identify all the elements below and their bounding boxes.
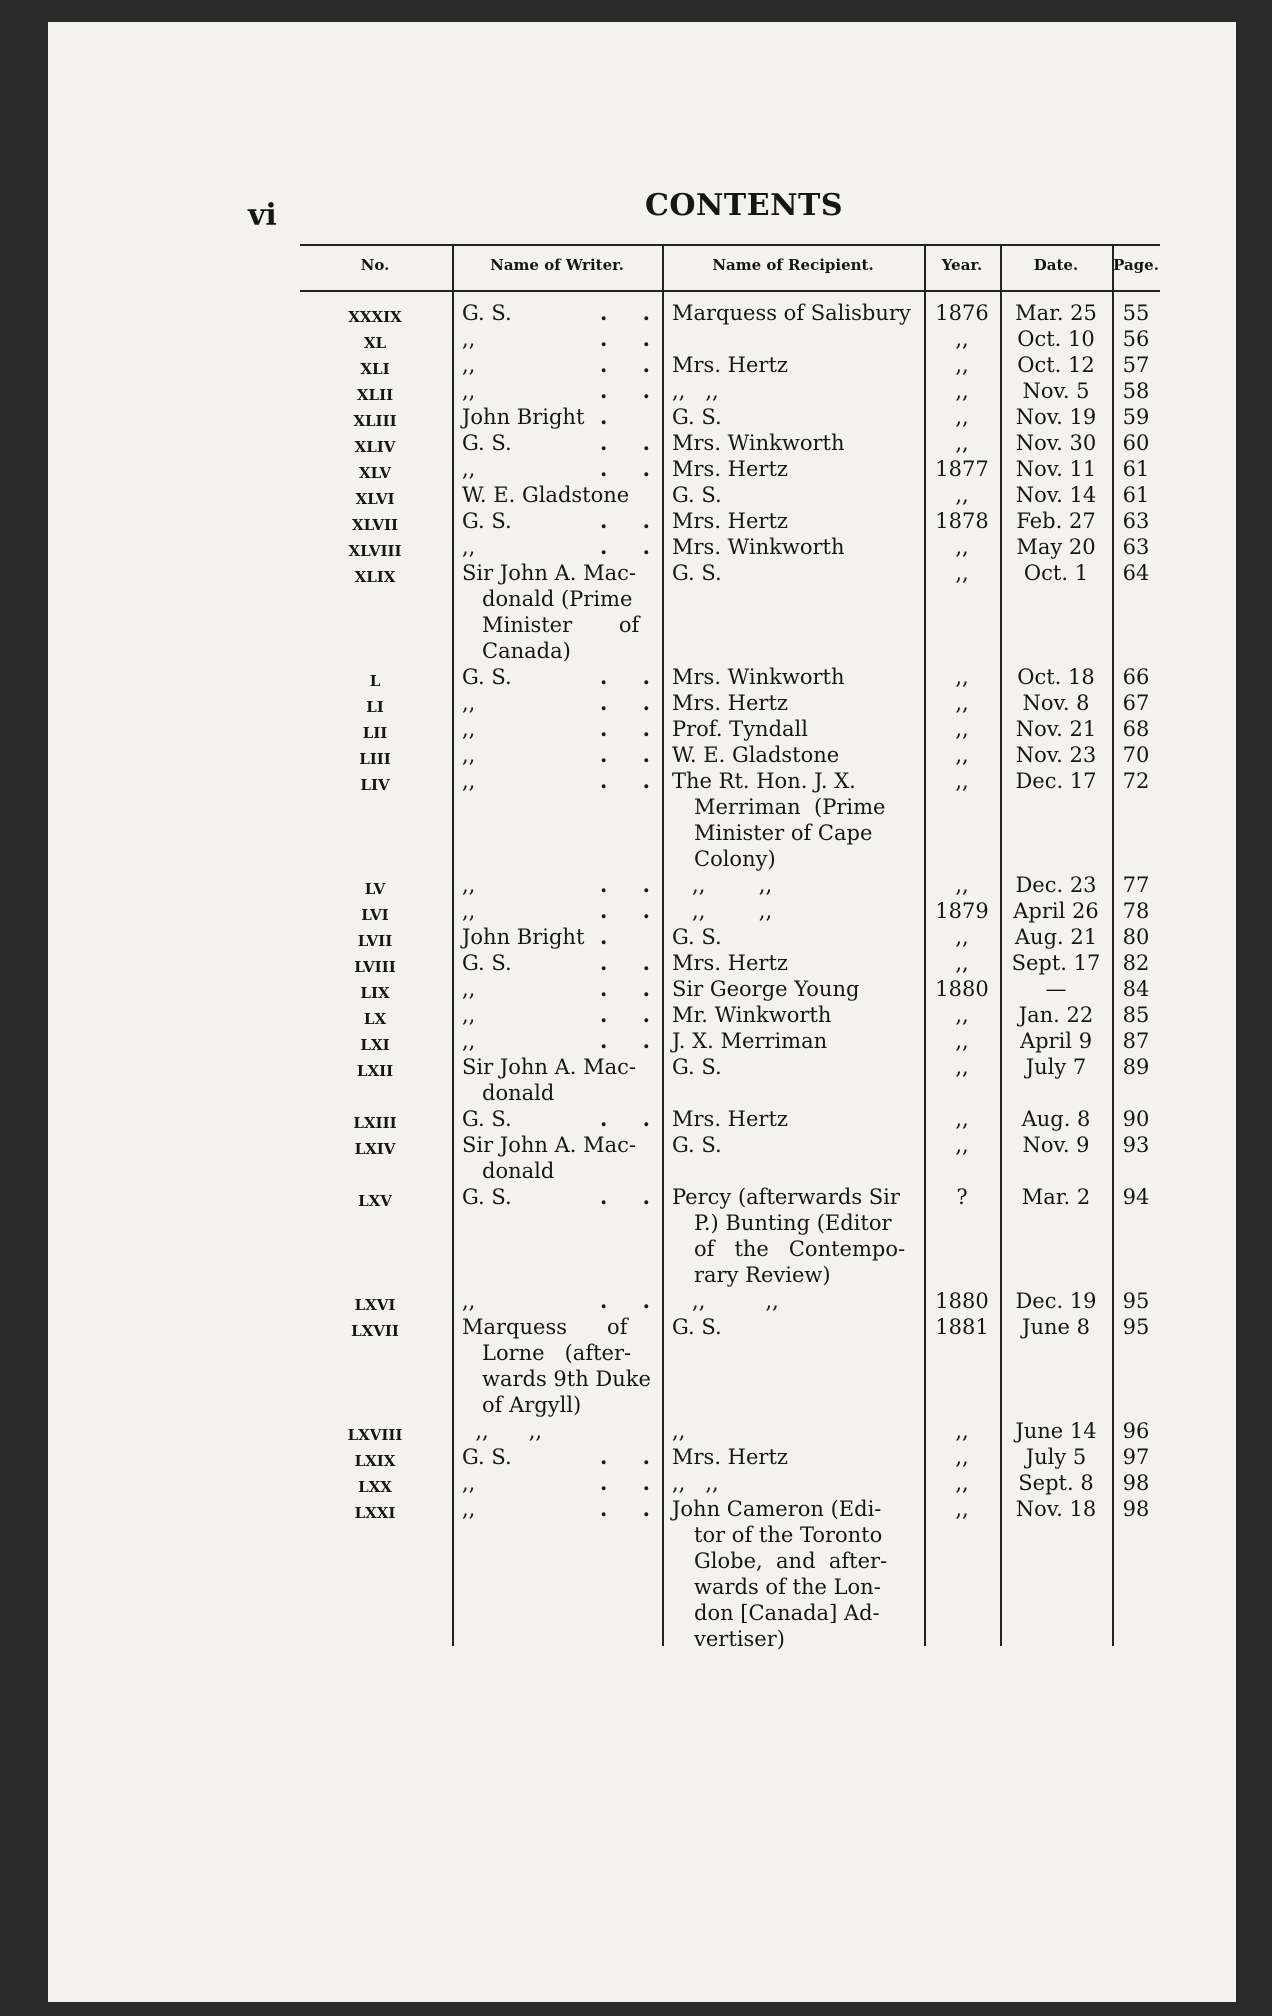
- entry-number: LII: [362, 724, 388, 742]
- recipient-name: don [Canada] Ad-: [694, 1601, 880, 1625]
- page-ref: 82: [1122, 951, 1150, 975]
- entry-number: LXIX: [354, 1452, 396, 1470]
- entry-number: XLI: [360, 360, 390, 378]
- column-divider: [1000, 246, 1002, 1646]
- recipient-name: wards of the Lon-: [694, 1575, 881, 1599]
- entry-number: LVII: [357, 932, 393, 950]
- writer-name: ,,: [462, 1497, 476, 1521]
- page-ref: 78: [1122, 899, 1150, 923]
- leader-dots: . .: [600, 430, 664, 455]
- letter-year: ,,: [955, 873, 969, 897]
- header-writer: Name of Writer.: [490, 256, 624, 274]
- recipient-name: Minister of Cape: [694, 821, 873, 845]
- page-ref: 70: [1122, 743, 1150, 767]
- leader-dots: . .: [600, 742, 664, 767]
- entry-number: XLIV: [354, 438, 396, 456]
- entry-number: XLV: [358, 464, 392, 482]
- letter-date: Mar. 2: [1021, 1185, 1091, 1209]
- letter-year: ,,: [955, 951, 969, 975]
- recipient-name: Mrs. Hertz: [672, 1445, 788, 1469]
- writer-name: G. S.: [462, 431, 512, 455]
- leader-dots: . .: [600, 1444, 664, 1469]
- letter-date: Oct. 18: [1017, 665, 1095, 689]
- page-ref: 90: [1122, 1107, 1150, 1131]
- page-ref: 63: [1122, 509, 1150, 533]
- letter-year: ,,: [955, 1055, 969, 1079]
- writer-name: ,,: [462, 977, 476, 1001]
- column-divider: [924, 246, 926, 1646]
- writer-name: ,,: [462, 717, 476, 741]
- letter-date: Oct. 10: [1017, 327, 1095, 351]
- writer-name: G. S.: [462, 1107, 512, 1131]
- letter-date: Sept. 8: [1018, 1471, 1094, 1495]
- page-ref: 63: [1122, 535, 1150, 559]
- writer-name: Sir John A. Mac-: [462, 1055, 636, 1079]
- writer-name: Minister of: [482, 613, 640, 637]
- entry-number: LXVIII: [347, 1426, 403, 1444]
- letter-date: Dec. 17: [1015, 769, 1097, 793]
- recipient-name: P.) Bunting (Editor: [694, 1211, 892, 1235]
- recipient-name: Mrs. Hertz: [672, 691, 788, 715]
- page-ref: 80: [1122, 925, 1150, 949]
- entry-number: LX: [363, 1010, 387, 1028]
- entry-number: XLIII: [353, 412, 397, 430]
- writer-name: ,,: [462, 353, 476, 377]
- letter-year: ,,: [955, 691, 969, 715]
- letter-date: —: [1045, 977, 1067, 1001]
- letter-date: June 8: [1022, 1315, 1090, 1339]
- writer-name: G. S.: [462, 509, 512, 533]
- column-divider: [1112, 246, 1114, 1646]
- leader-dots: .: [600, 404, 622, 429]
- letter-year: ,,: [955, 431, 969, 455]
- column-divider: [452, 246, 454, 1646]
- recipient-name: Marquess of Salisbury: [672, 301, 911, 325]
- writer-name: ,,: [462, 1471, 476, 1495]
- page-ref: 61: [1122, 457, 1150, 481]
- recipient-name: W. E. Gladstone: [672, 743, 840, 767]
- writer-name: Sir John A. Mac-: [462, 561, 636, 585]
- letter-date: Oct. 12: [1017, 353, 1095, 377]
- recipient-name: Mrs. Winkworth: [672, 431, 845, 455]
- leader-dots: . .: [600, 1288, 664, 1313]
- entry-number: LXIV: [354, 1140, 396, 1158]
- entry-number: LIV: [360, 776, 390, 794]
- leader-dots: . .: [600, 326, 664, 351]
- letter-year: 1880: [935, 1289, 989, 1313]
- entry-number: LXXI: [354, 1504, 396, 1522]
- letter-year: ,,: [955, 743, 969, 767]
- leader-dots: .: [600, 924, 622, 949]
- writer-name: ,, ,,: [462, 1419, 543, 1443]
- recipient-name: ,, ,,: [672, 873, 773, 897]
- page-ref: 89: [1122, 1055, 1150, 1079]
- leader-dots: . .: [600, 950, 664, 975]
- entry-number: LXVI: [354, 1296, 396, 1314]
- recipient-name: Mrs. Hertz: [672, 353, 788, 377]
- entry-number: LVIII: [354, 958, 396, 976]
- entry-number: XLVI: [355, 490, 395, 508]
- page-ref: 97: [1122, 1445, 1150, 1469]
- letter-year: 1876: [935, 301, 989, 325]
- letter-date: Nov. 18: [1015, 1497, 1097, 1521]
- writer-name: G. S.: [462, 665, 512, 689]
- letter-date: Nov. 8: [1022, 691, 1090, 715]
- writer-name: ,,: [462, 1029, 476, 1053]
- page-ref: 87: [1122, 1029, 1150, 1053]
- recipient-name: G. S.: [672, 1055, 722, 1079]
- page-ref: 77: [1122, 873, 1150, 897]
- entry-number: LIII: [359, 750, 391, 768]
- letter-year: ,,: [955, 1133, 969, 1157]
- page-title: CONTENTS: [645, 188, 844, 223]
- page-ref: 67: [1122, 691, 1150, 715]
- page-ref: 84: [1122, 977, 1150, 1001]
- leader-dots: . .: [600, 378, 664, 403]
- leader-dots: . .: [600, 664, 664, 689]
- writer-name: W. E. Gladstone: [462, 483, 630, 507]
- page-ref: 58: [1122, 379, 1150, 403]
- entry-number: XLVIII: [348, 542, 402, 560]
- recipient-name: Mrs. Hertz: [672, 457, 788, 481]
- table-top-rule: [300, 244, 1160, 246]
- writer-name: ,,: [462, 743, 476, 767]
- leader-dots: . .: [600, 1002, 664, 1027]
- letter-date: Dec. 19: [1015, 1289, 1097, 1313]
- leader-dots: . .: [600, 508, 664, 533]
- writer-name: ,,: [462, 327, 476, 351]
- writer-name: John Bright: [462, 405, 585, 429]
- recipient-name: ,,: [672, 1419, 686, 1443]
- writer-name: G. S.: [462, 1445, 512, 1469]
- writer-name: ,,: [462, 535, 476, 559]
- leader-dots: . .: [600, 1184, 664, 1209]
- recipient-name: G. S.: [672, 925, 722, 949]
- letter-date: Jan. 22: [1018, 1003, 1094, 1027]
- letter-year: ,,: [955, 1003, 969, 1027]
- page-number: vi: [248, 198, 277, 233]
- recipient-name: Mrs. Winkworth: [672, 535, 845, 559]
- letter-year: 1880: [935, 977, 989, 1001]
- letter-year: ,,: [955, 561, 969, 585]
- header-no: No.: [360, 256, 390, 274]
- entry-number: LI: [366, 698, 384, 716]
- page-ref: 93: [1122, 1133, 1150, 1157]
- page-ref: 96: [1122, 1419, 1150, 1443]
- letter-date: Aug. 8: [1021, 1107, 1091, 1131]
- recipient-name: Prof. Tyndall: [672, 717, 808, 741]
- letter-date: April 26: [1013, 899, 1099, 923]
- letter-year: 1877: [935, 457, 989, 481]
- letter-date: April 9: [1019, 1029, 1093, 1053]
- recipient-name: Mrs. Winkworth: [672, 665, 845, 689]
- writer-name: Sir John A. Mac-: [462, 1133, 636, 1157]
- writer-name: ,,: [462, 691, 476, 715]
- letter-date: May 20: [1016, 535, 1096, 559]
- page-ref: 66: [1122, 665, 1150, 689]
- letter-year: ,,: [955, 405, 969, 429]
- recipient-name: The Rt. Hon. J. X.: [672, 769, 856, 793]
- letter-year: ,,: [955, 1419, 969, 1443]
- recipient-name: ,, ,,: [672, 379, 719, 403]
- letter-year: 1881: [935, 1315, 989, 1339]
- letter-year: ,,: [955, 483, 969, 507]
- writer-name: donald (Prime: [482, 587, 633, 611]
- leader-dots: . .: [600, 352, 664, 377]
- leader-dots: . .: [600, 690, 664, 715]
- letter-date: July 7: [1025, 1055, 1087, 1079]
- letter-year: ?: [956, 1185, 968, 1209]
- letter-date: Oct. 1: [1023, 561, 1089, 585]
- writer-name: ,,: [462, 899, 476, 923]
- table-header-rule: [300, 290, 1160, 292]
- leader-dots: . .: [600, 872, 664, 897]
- leader-dots: . .: [600, 768, 664, 793]
- letter-date: Nov. 14: [1015, 483, 1097, 507]
- leader-dots: . .: [600, 456, 664, 481]
- writer-name: Lorne (after-: [482, 1341, 632, 1365]
- entry-number: XL: [363, 334, 387, 352]
- writer-name: G. S.: [462, 1185, 512, 1209]
- page-ref: 95: [1122, 1315, 1150, 1339]
- recipient-name: Colony): [694, 847, 776, 871]
- letter-date: Dec. 23: [1015, 873, 1097, 897]
- letter-year: 1878: [935, 509, 989, 533]
- recipient-name: Globe, and after-: [694, 1549, 888, 1573]
- writer-name: G. S.: [462, 951, 512, 975]
- recipient-name: Mrs. Hertz: [672, 1107, 788, 1131]
- recipient-name: Mrs. Hertz: [672, 509, 788, 533]
- letter-date: Nov. 11: [1015, 457, 1097, 481]
- writer-name: Canada): [482, 639, 571, 663]
- entry-number: LXX: [358, 1478, 392, 1496]
- entry-number: LV: [364, 880, 386, 898]
- letter-date: Nov. 9: [1022, 1133, 1090, 1157]
- recipient-name: tor of the Toronto: [694, 1523, 883, 1547]
- entry-number: LXIII: [353, 1114, 397, 1132]
- recipient-name: John Cameron (Edi-: [672, 1497, 882, 1521]
- header-recipient: Name of Recipient.: [712, 256, 874, 274]
- letter-year: ,,: [955, 535, 969, 559]
- writer-name: donald: [482, 1159, 555, 1183]
- header-date: Date.: [1033, 256, 1079, 274]
- letter-date: Aug. 21: [1014, 925, 1098, 949]
- writer-name: wards 9th Duke: [482, 1367, 651, 1391]
- letter-year: ,,: [955, 1445, 969, 1469]
- letter-date: July 5: [1025, 1445, 1087, 1469]
- recipient-name: ,, ,,: [672, 1471, 719, 1495]
- recipient-name: Mrs. Hertz: [672, 951, 788, 975]
- page-ref: 94: [1122, 1185, 1150, 1209]
- recipient-name: G. S.: [672, 405, 722, 429]
- recipient-name: Sir George Young: [672, 977, 860, 1001]
- entry-number: LXVII: [351, 1322, 399, 1340]
- leader-dots: . .: [600, 1106, 664, 1131]
- entry-number: LXII: [356, 1062, 394, 1080]
- recipient-name: G. S.: [672, 483, 722, 507]
- recipient-name: Percy (afterwards Sir: [672, 1185, 900, 1209]
- writer-name: ,,: [462, 379, 476, 403]
- letter-date: Nov. 19: [1015, 405, 1097, 429]
- page-ref: 95: [1122, 1289, 1150, 1313]
- writer-name: ,,: [462, 769, 476, 793]
- page-ref: 56: [1122, 327, 1150, 351]
- entry-number: LXV: [358, 1192, 392, 1210]
- entry-number: XLIX: [354, 568, 396, 586]
- header-page: Page.: [1113, 256, 1159, 274]
- leader-dots: . .: [600, 1470, 664, 1495]
- recipient-name: ,, ,,: [672, 1289, 779, 1313]
- letter-date: June 14: [1015, 1419, 1097, 1443]
- recipient-name: J. X. Merriman: [672, 1029, 828, 1053]
- letter-date: Nov. 5: [1022, 379, 1090, 403]
- recipient-name: rary Review): [694, 1263, 831, 1287]
- page-ref: 61: [1122, 483, 1150, 507]
- page-ref: 68: [1122, 717, 1150, 741]
- entry-number: XLVII: [351, 516, 399, 534]
- letter-year: ,,: [955, 717, 969, 741]
- letter-year: ,,: [955, 665, 969, 689]
- page-ref: 59: [1122, 405, 1150, 429]
- letter-date: Feb. 27: [1016, 509, 1096, 533]
- letter-year: ,,: [955, 379, 969, 403]
- leader-dots: . .: [600, 300, 664, 325]
- writer-name: G. S.: [462, 301, 512, 325]
- page-ref: 64: [1122, 561, 1150, 585]
- entry-number: LIX: [360, 984, 390, 1002]
- entry-number: LXI: [360, 1036, 390, 1054]
- recipient-name: G. S.: [672, 1315, 722, 1339]
- page-ref: 72: [1122, 769, 1150, 793]
- page-ref: 98: [1122, 1471, 1150, 1495]
- recipient-name: Merriman (Prime: [694, 795, 886, 819]
- letter-date: Mar. 25: [1015, 301, 1097, 325]
- writer-name: John Bright: [462, 925, 585, 949]
- letter-year: ,,: [955, 925, 969, 949]
- letter-year: ,,: [955, 327, 969, 351]
- writer-name: Marquess of: [462, 1315, 628, 1339]
- page-ref: 98: [1122, 1497, 1150, 1521]
- letter-date: Nov. 23: [1015, 743, 1097, 767]
- recipient-name: vertiser): [694, 1627, 785, 1651]
- letter-year: ,,: [955, 1107, 969, 1131]
- writer-name: ,,: [462, 1289, 476, 1313]
- writer-name: ,,: [462, 1003, 476, 1027]
- page-ref: 60: [1122, 431, 1150, 455]
- letter-year: ,,: [955, 1471, 969, 1495]
- recipient-name: ,, ,,: [672, 899, 773, 923]
- letter-year: ,,: [955, 1497, 969, 1521]
- letter-year: ,,: [955, 353, 969, 377]
- letter-year: 1879: [935, 899, 989, 923]
- leader-dots: . .: [600, 716, 664, 741]
- header-year: Year.: [941, 256, 983, 274]
- page-ref: 55: [1122, 301, 1150, 325]
- writer-name: of Argyll): [482, 1393, 582, 1417]
- leader-dots: . .: [600, 1028, 664, 1053]
- letter-year: ,,: [955, 769, 969, 793]
- entry-number: XXXIX: [348, 308, 402, 326]
- page-ref: 85: [1122, 1003, 1150, 1027]
- writer-name: ,,: [462, 873, 476, 897]
- letter-year: ,,: [955, 1029, 969, 1053]
- letter-date: Nov. 30: [1015, 431, 1097, 455]
- leader-dots: . .: [600, 976, 664, 1001]
- entry-number: L: [369, 672, 381, 690]
- page-ref: 57: [1122, 353, 1150, 377]
- entry-number: LVI: [361, 906, 389, 924]
- leader-dots: . .: [600, 898, 664, 923]
- letter-date: Nov. 21: [1015, 717, 1097, 741]
- writer-name: ,,: [462, 457, 476, 481]
- entry-number: XLII: [356, 386, 394, 404]
- recipient-name: Mr. Winkworth: [672, 1003, 832, 1027]
- leader-dots: . .: [600, 1496, 664, 1521]
- recipient-name: G. S.: [672, 561, 722, 585]
- recipient-name: of the Contempo-: [694, 1237, 906, 1261]
- recipient-name: G. S.: [672, 1133, 722, 1157]
- writer-name: donald: [482, 1081, 555, 1105]
- leader-dots: . .: [600, 534, 664, 559]
- letter-date: Sept. 17: [1011, 951, 1101, 975]
